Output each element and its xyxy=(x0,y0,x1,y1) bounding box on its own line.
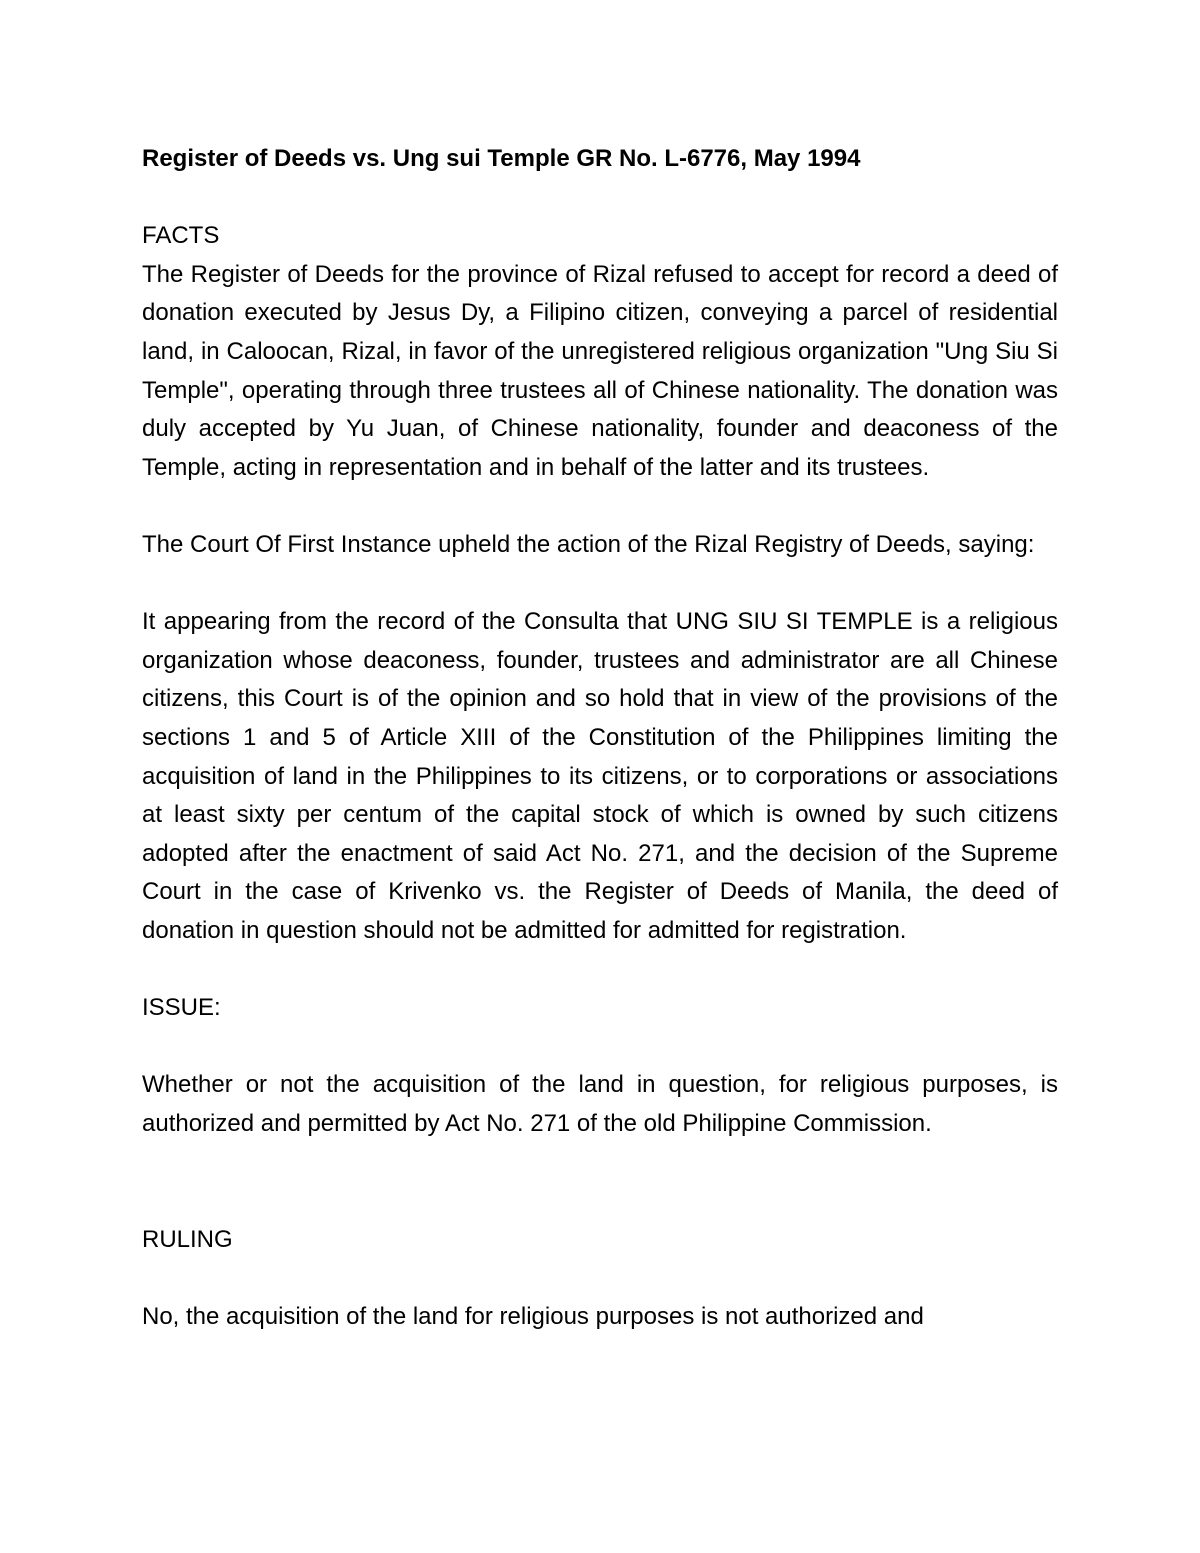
paragraph-spacer xyxy=(142,950,1058,989)
court-paragraph: The Court Of First Instance upheld the action of the Rizal Registry of Deeds, saying: xyxy=(142,530,1035,558)
quote-paragraph: It appearing from the record of the Consulta that UNG SIU SI TEMPLE is a religious organization whose deaconess, founder, trustees and administrator are all Chinese citizens, this Court is of the opinion and so hold that in view of the provisions of the sections 1 and 5 of Article XIII of the Constitution of the Philippines limiting the acquisition of land in the Philippines to its citizens, or to corporations or associations at least sixty per centum of the capital stock of which is owned by such citizens adopted after the enactment of said Act No. 271, and the decision of the Supreme Court in the case of Krivenko vs. the Register of Deeds of Manila, the deed of donation in question should not be admitted for admitted for registration. xyxy=(142,608,1058,944)
issue-paragraph: Whether or not the acquisition of the land in question, for religious purposes, is authorized and permitted by Act No. 271 of the old Philippine Commission. xyxy=(142,1071,1058,1137)
paragraph-spacer xyxy=(142,487,1058,526)
paragraph-spacer xyxy=(142,565,1058,604)
paragraph-spacer xyxy=(142,1259,1058,1298)
paragraph-spacer xyxy=(142,1028,1058,1067)
ruling-heading: RULING xyxy=(142,1225,233,1253)
facts-heading: FACTS xyxy=(142,222,220,250)
issue-heading: ISSUE: xyxy=(142,994,221,1022)
paragraph-spacer xyxy=(142,1143,1058,1220)
document-page xyxy=(142,140,1058,1336)
ruling-paragraph: No, the acquisition of the land for religious purposes is not authorized and xyxy=(142,1302,924,1330)
facts-paragraph: The Register of Deeds for the province of Rizal refused to accept for record a deed of donation executed by Jesus Dy, a Filipino citizen, conveying a parcel of residential land, in Caloocan, Rizal, in favor of the unregistered religious organization "Ung Siu Si Temple", operating through three trustees all of Chinese nationality. The donation was duly accepted by Yu Juan, of Chinese nationality, founder and deaconess of the Temple, acting in representation and in behalf of the latter and its trustees. xyxy=(142,260,1058,481)
document-title: Register of Deeds vs. Ung sui Temple GR No. L-6776, May 1994 xyxy=(142,145,861,172)
